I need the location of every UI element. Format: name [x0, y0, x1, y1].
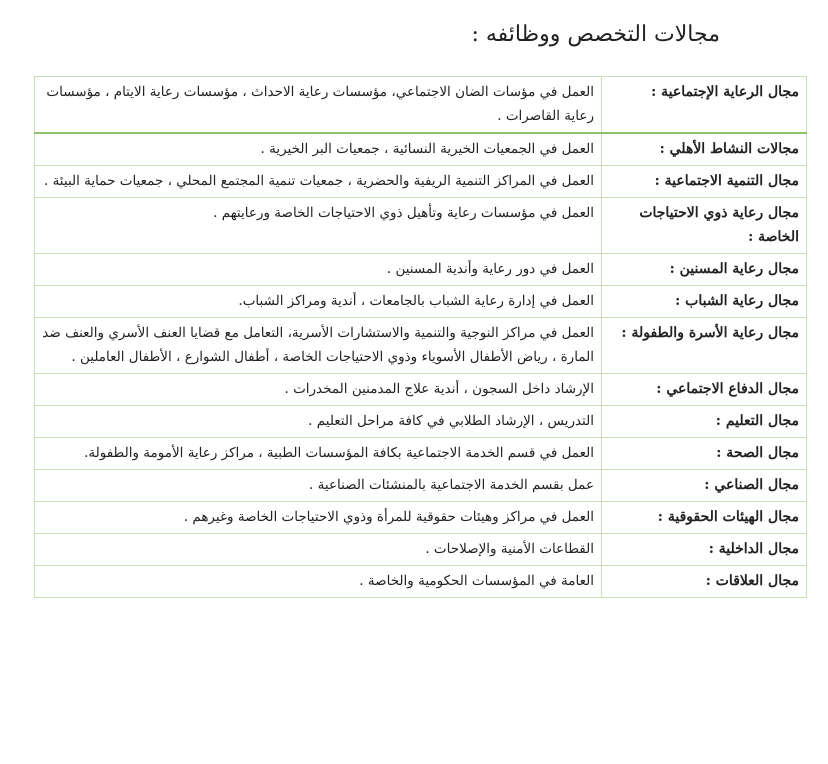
table-row: [35, 470, 807, 502]
field-label: مجال رعاية ذوي الاحتياجات الخاصة :: [602, 198, 807, 254]
table-row: [35, 438, 807, 470]
field-label: مجال الهيئات الحقوقية :: [602, 502, 807, 534]
page-title: مجالات التخصص ووظائفه :: [471, 22, 720, 47]
table-row: [35, 566, 807, 598]
field-description: العامة في المؤسسات الحكومية والخاصة .: [35, 566, 602, 598]
field-description: العمل في الجمعيات الخيرية النسائية ، جمعيات البر الخيرية .: [35, 133, 602, 166]
field-label: مجال رعاية الأسرة والطفولة :: [602, 318, 807, 374]
field-description: الإرشاد داخل السجون ، أندية علاج المدمنين المخدرات .: [35, 374, 602, 406]
table-row: [35, 77, 807, 134]
field-label: مجال رعاية المسنين :: [602, 254, 807, 286]
table-row: [35, 133, 807, 166]
fields-table: [34, 76, 807, 598]
table-row: [35, 502, 807, 534]
table-row: [35, 198, 807, 254]
field-label: مجال التنمية الاجتماعية :: [602, 166, 807, 198]
table-row: [35, 286, 807, 318]
field-description: العمل في مراكز وهيئات حقوقية للمرأة وذوي الاحتياجات الخاصة وغيرهم .: [35, 502, 602, 534]
field-label: مجال الدفاع الاجتماعي :: [602, 374, 807, 406]
field-description: العمل في مؤسات الضان الاجتماعي، مؤسسات رعاية الاحداث ، مؤسسات رعاية الايتام ، مؤسسات رعاية القاصرات .: [35, 77, 602, 134]
table-row: [35, 406, 807, 438]
field-description: عمل بقسم الخدمة الاجتماعية بالمنشئات الصناعية .: [35, 470, 602, 502]
table-row: [35, 374, 807, 406]
field-label: مجال الصحة :: [602, 438, 807, 470]
field-label: مجال الرعاية الإجتماعية :: [602, 77, 807, 134]
field-label: مجال الصناعي :: [602, 470, 807, 502]
field-label: مجال الداخلية :: [602, 534, 807, 566]
field-description: العمل في دور رعاية وأندية المسنين .: [35, 254, 602, 286]
table-row: [35, 166, 807, 198]
field-description: العمل في إدارة رعاية الشباب بالجامعات ، أندية ومراكز الشباب.: [35, 286, 602, 318]
field-label: مجال العلاقات :: [602, 566, 807, 598]
table-row: [35, 534, 807, 566]
field-description: العمل في مراكز النوجية والتنمية والاستشارات الأسرية، التعامل مع قضايا العنف الأسري والعنف ضد المارة ، رياض الأطفال الأسوياء وذوي الاحتياجات الخاصة ، أطفال الشوارع ، الأطفال العاملين .: [35, 318, 602, 374]
field-description: العمل في مؤسسات رعاية وتأهيل ذوي الاحتياجات الخاصة ورعايتهم .: [35, 198, 602, 254]
table-row: [35, 318, 807, 374]
field-description: التدريس ، الإرشاد الطلابي في كافة مراحل التعليم .: [35, 406, 602, 438]
table-row: [35, 254, 807, 286]
field-description: العمل في قسم الخدمة الاجتماعية بكافة المؤسسات الطبية ، مراكز رعاية الأمومة والطفولة.: [35, 438, 602, 470]
field-description: القطاعات الأمنية والإصلاحات .: [35, 534, 602, 566]
field-label: مجال التعليم :: [602, 406, 807, 438]
field-label: مجالات النشاط الأهلي :: [602, 133, 807, 166]
field-description: العمل في المراكز التنمية الريفية والحضرية ، جمعيات تنمية المجتمع المحلي ، جمعيات حماية البيئة .: [35, 166, 602, 198]
field-label: مجال رعاية الشباب :: [602, 286, 807, 318]
